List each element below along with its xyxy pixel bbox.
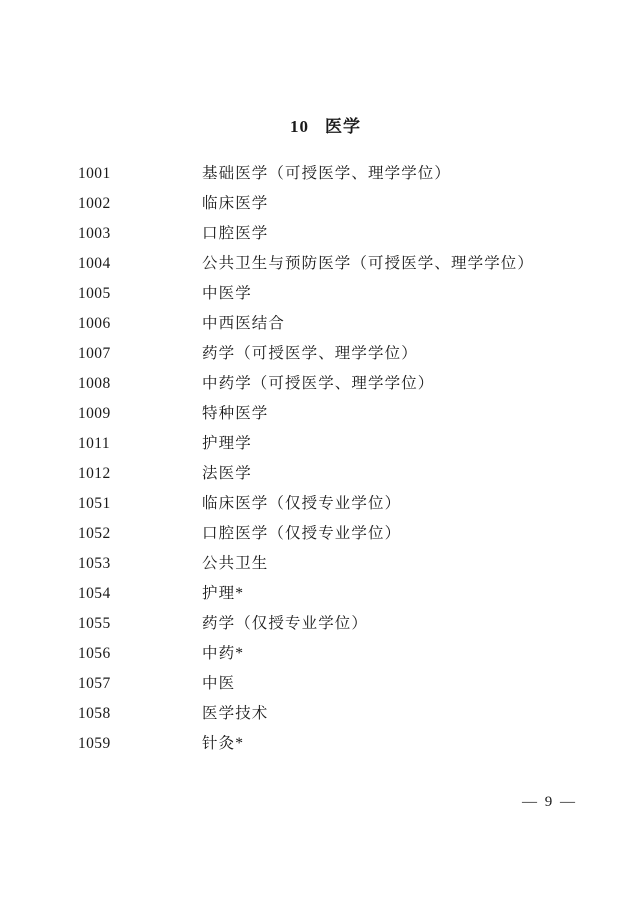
entry-name: 护理* (202, 585, 245, 602)
page-title (0, 0, 641, 137)
list-item (0, 219, 641, 249)
entry-code: 1052 (78, 525, 111, 542)
entry-name: 基础医学（可授医学、理学学位） (202, 165, 452, 182)
entry-name: 药学（可授医学、理学学位） (202, 345, 418, 362)
list-item (0, 429, 641, 459)
entry-code: 1059 (78, 735, 111, 752)
entry-name: 公共卫生与预防医学（可授医学、理学学位） (202, 255, 535, 272)
list-item (0, 519, 641, 549)
entry-code: 1005 (78, 285, 111, 302)
list-item (0, 489, 641, 519)
list-item (0, 399, 641, 429)
list-item (0, 189, 641, 219)
list-item (0, 639, 641, 669)
entry-code: 1004 (78, 255, 111, 272)
list-item (0, 729, 641, 759)
entry-code: 1008 (78, 375, 111, 392)
section-title: 医学 (325, 117, 361, 136)
entry-code: 1055 (78, 615, 111, 632)
entry-code: 1001 (78, 165, 111, 182)
list-item (0, 339, 641, 369)
entry-code: 1006 (78, 315, 111, 332)
list-item (0, 249, 641, 279)
list-item (0, 159, 641, 189)
entry-name: 公共卫生 (202, 555, 269, 572)
entry-name: 中医学 (202, 285, 252, 302)
entry-code: 1002 (78, 195, 111, 212)
list-item (0, 699, 641, 729)
entry-code: 1053 (78, 555, 111, 572)
entry-code: 1057 (78, 675, 111, 692)
entry-code: 1051 (78, 495, 111, 512)
entry-name: 中药学（可授医学、理学学位） (202, 375, 435, 392)
entry-name: 口腔医学 (202, 225, 269, 242)
entry-code: 1054 (78, 585, 111, 602)
list-item (0, 459, 641, 489)
entry-name: 针灸* (202, 735, 245, 752)
entry-code: 1056 (78, 645, 111, 662)
list-item (0, 669, 641, 699)
entry-name: 护理学 (202, 435, 252, 452)
page-number: — 9 — (522, 794, 577, 810)
list-item (0, 609, 641, 639)
list-item (0, 279, 641, 309)
entry-code: 1011 (78, 435, 111, 452)
entry-name: 中医 (202, 675, 236, 692)
entry-name: 临床医学（仅授专业学位） (202, 495, 402, 512)
list-item (0, 369, 641, 399)
entry-name: 医学技术 (202, 705, 269, 722)
entry-name: 法医学 (202, 465, 252, 482)
entry-name: 特种医学 (202, 405, 269, 422)
entry-code: 1009 (78, 405, 111, 422)
list-item (0, 309, 641, 339)
entry-name: 药学（仅授专业学位） (202, 615, 369, 632)
list-item (0, 549, 641, 579)
entry-name: 中药* (202, 645, 245, 662)
section-number: 10 (290, 117, 309, 136)
entry-code: 1058 (78, 705, 111, 722)
list-item (0, 579, 641, 609)
entry-code: 1012 (78, 465, 111, 482)
entry-code: 1007 (78, 345, 111, 362)
discipline-list (0, 159, 641, 759)
entry-name: 口腔医学（仅授专业学位） (202, 525, 402, 542)
entry-name: 中西医结合 (202, 315, 286, 332)
entry-name: 临床医学 (202, 195, 269, 212)
entry-code: 1003 (78, 225, 111, 242)
